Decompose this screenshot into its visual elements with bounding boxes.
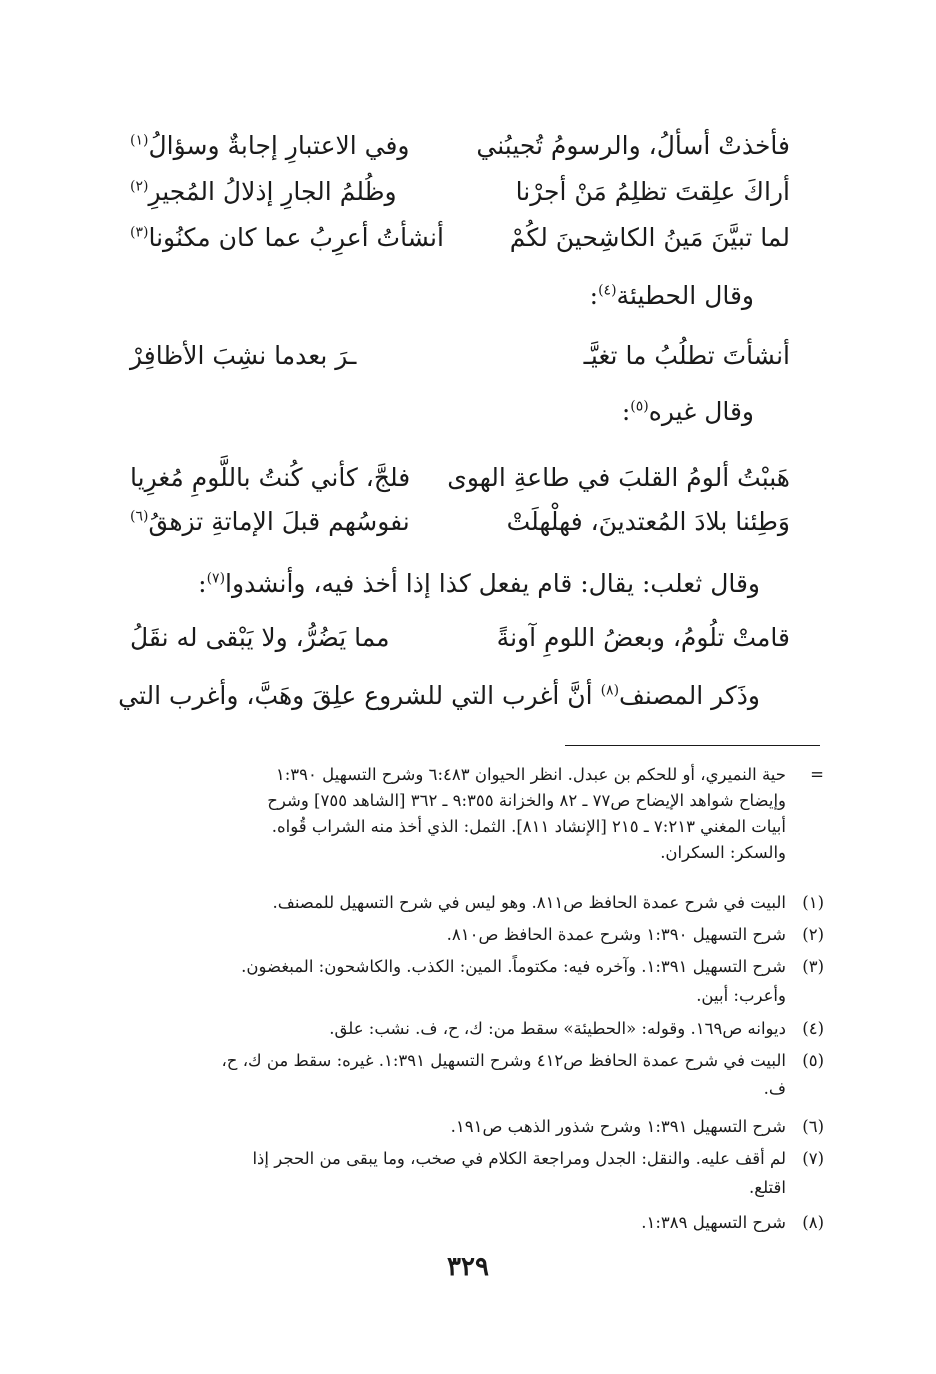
footnote-continuation-line: والسكر: السكران.: [660, 843, 786, 862]
page-number: ٣٢٩: [447, 1252, 489, 1282]
footnote-text: شرح التسهيل ١:٣٨٩.: [641, 1213, 786, 1232]
verse-first-hemistich: لما تبيَّنَ مَينُ الكاشِحينَ لكُمْ: [509, 223, 790, 252]
continuation-mark: =: [810, 765, 824, 784]
verse-line: [130, 216, 790, 260]
verse-second-hemistich: وفي الاعتبارِ إجابةٌ وسؤالُ$^{(١)}$: [130, 131, 410, 160]
footnote-number: (٥): [802, 1051, 824, 1070]
footnote-continuation-line: وإيضاح شواهد الإيضاح ص٧٧ ـ ٨٢ والخزانة ٩:٣٥٥ ـ ٣٦٢ [الشاهد ٧٥٥] وشرح: [267, 791, 786, 810]
footnote-ref: (٦): [130, 508, 149, 525]
footnote-number: (٧): [802, 1149, 824, 1168]
footnote-text: البيت في شرح عمدة الحافظ ص٨١١. وهو ليس في شرح التسهيل للمصنف.: [272, 893, 786, 912]
prose-paragraph: وذَكر المصنف$^{(٨)}$ أنَّ أغرب التي للشروع علِقَ وهَبَّ، وأغرب التي: [118, 681, 760, 710]
footnote-ref: (٣): [130, 224, 149, 241]
footnote-number: (٤): [802, 1019, 824, 1038]
footnote-text: وأعرب: أبين.: [696, 986, 786, 1005]
verse-second-hemistich: ـرَ بعدما نشِبَ الأظافِرْ: [130, 341, 357, 370]
footnote-ref: (٨): [600, 682, 620, 699]
verse-first-hemistich: قامتْ تلُومُ، وبعضُ اللومِ آونةً: [496, 623, 790, 652]
footnote-text: شرح التسهيل ١:٣٩١ وشرح شذور الذهب ص١٩١.: [450, 1117, 786, 1136]
footnote-text: شرح التسهيل ١:٣٩١. وآخره فيه: مكتوماً. المين: الكذب. والكاشحون: المبغضون.: [241, 957, 786, 976]
verse-line: [130, 616, 790, 660]
footnote-text: البيت في شرح عمدة الحافظ ص٤١٢ وشرح التسهيل ١:٣٩١. غيره: سقط من ك، ح،: [221, 1051, 786, 1070]
prose-paragraph: وقال ثعلب: يقال: قام يفعل كذا إذا أخذ فيه، وأنشدوا$^{(٧)}$:: [198, 569, 760, 598]
footnote-number: (٣): [802, 957, 824, 976]
footnote-text: شرح التسهيل ١:٣٩٠ وشرح عمدة الحافظ ص٨١٠.: [446, 925, 786, 944]
footnote-text: لم أقف عليه. والنقل: الجدل ومراجعة الكلام في صخب، وما يبقى من الحجر إذا: [252, 1149, 786, 1168]
footnote-number: (٨): [802, 1213, 824, 1232]
footnote-continuation-line: حية النميري، أو للحكم بن عبدل. انظر الحيوان ٦:٤٨٣ وشرح التسهيل ١:٣٩٠: [275, 765, 786, 784]
footnote-number: (٦): [802, 1117, 824, 1136]
footnote-ref: (٢): [130, 178, 149, 195]
footnote-ref: (٧): [206, 570, 226, 587]
footnote-separator: [565, 745, 820, 746]
verse-line: [130, 334, 790, 378]
footnote-text: ف.: [763, 1079, 786, 1098]
footnote-ref: (٥): [630, 398, 649, 415]
verse-second-hemistich: مما يَضُرُّ، ولا يَبْقى له نقَلُ: [130, 623, 390, 652]
footnote-ref: (١): [130, 132, 149, 149]
verse-line: [130, 124, 790, 168]
verse-second-hemistich: فلجَّ، كأني كُنتُ باللَّومِ مُغرِيا: [130, 463, 411, 492]
verse-first-hemistich: فأخذتْ أسألُ، والرسومُ تُجيبُني: [476, 131, 790, 160]
footnote-text: ديوانه ص١٦٩. وقوله: «الحطيئة» سقط من: ك، ح، ف. نشب: علق.: [329, 1019, 786, 1038]
verse-line: [130, 456, 790, 500]
verse-line: [130, 500, 790, 544]
verse-line: [130, 170, 790, 214]
poet-intro: وقال الحطيئة$^{(٤)}$:: [589, 281, 754, 310]
verse-first-hemistich: وَطِئنا بلادَ المُعتدينَ، فهلْهلَتْ: [506, 507, 790, 536]
footnote-text: اقتلع.: [749, 1178, 786, 1197]
verse-second-hemistich: نفوسُهم قبلَ الإماتةِ تزهقُ$^{(٦)}$: [130, 507, 410, 536]
footnote-number: (٢): [802, 925, 824, 944]
poet-intro: وقال غيره$^{(٥)}$:: [621, 397, 754, 426]
footnote-continuation-line: أبيات المغني ٧:٢١٣ ـ ٢١٥ [الإنشاد ٨١١]. الثمل: الذي أخذ منه الشراب قُواه.: [271, 817, 786, 836]
footnote-number: (١): [802, 893, 824, 912]
verse-second-hemistich: أنشأتُ أعرِبُ عما كان مكنُونا$^{(٣)}$: [130, 223, 444, 252]
footnote-ref: (٤): [598, 282, 617, 299]
verse-first-hemistich: هَببْتُ ألومُ القلبَ في طاعةِ الهوى: [447, 463, 790, 492]
verse-second-hemistich: وظُلمُ الجارِ إذلالُ المُجيرِ$^{(٢)}$: [130, 177, 397, 206]
verse-first-hemistich: أنشأتَ تطلُبُ ما تغيَّـ: [583, 341, 790, 370]
verse-first-hemistich: أراكَ علِقتَ تظلِمُ مَنْ أجرْنا: [515, 177, 790, 206]
